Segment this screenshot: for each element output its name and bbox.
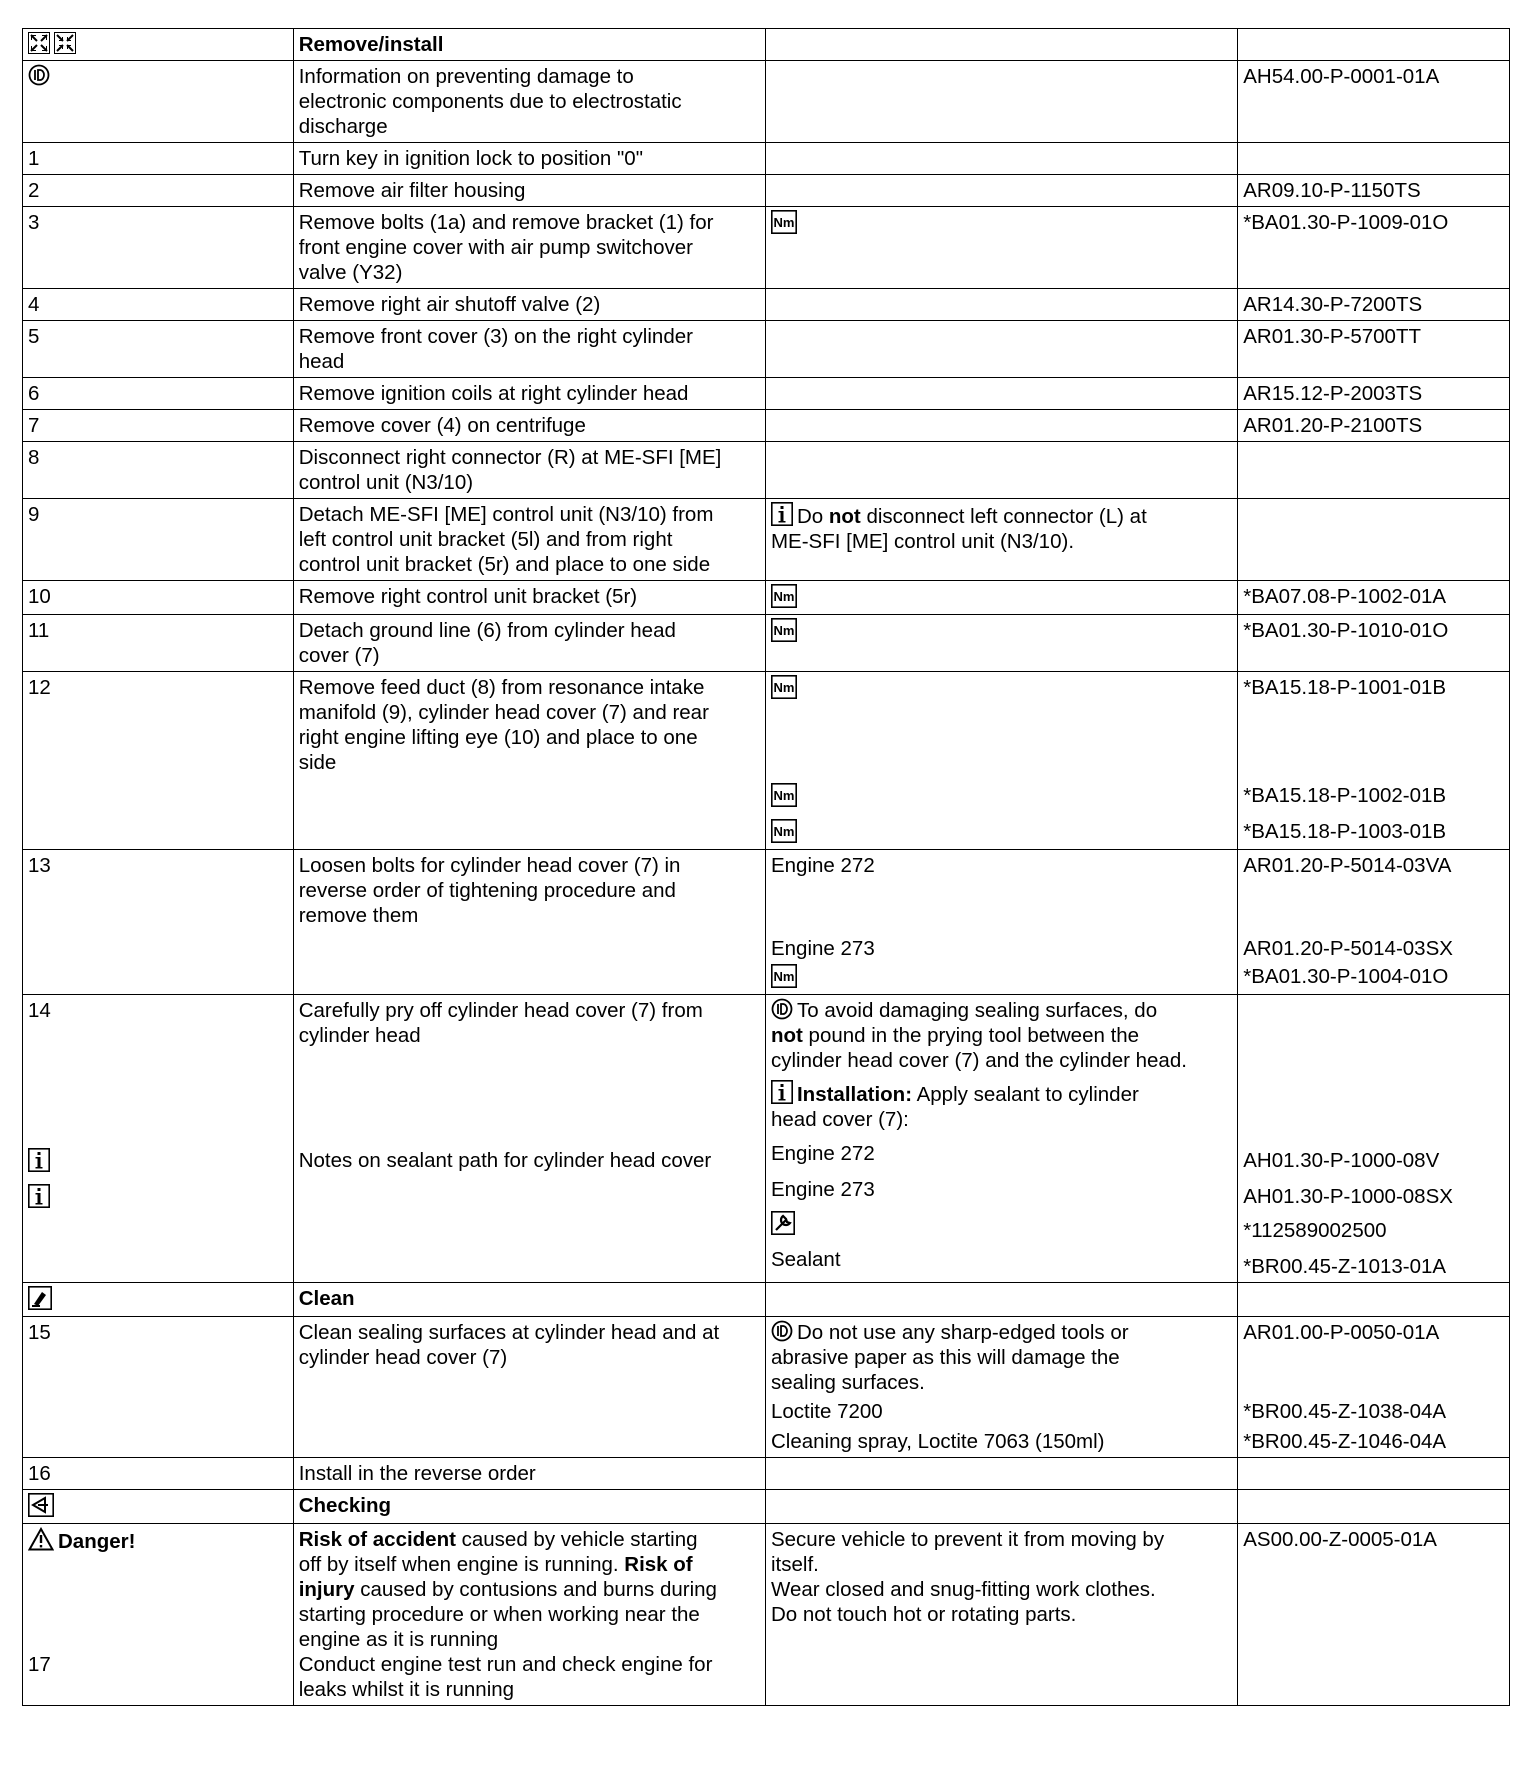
table-row [23,175,1510,207]
danger-label: Danger! [28,1527,288,1652]
step-number: 13 [23,850,294,995]
nm-icon[interactable] [771,783,797,807]
step-text: cylinder head [298,1024,421,1047]
engine-label: Engine 273 [770,1178,875,1201]
step-text: Remove feed duct (8) from resonance intake [298,676,705,699]
table-row [23,29,1510,61]
reference-link[interactable]: *BA01.30-P-1010-01O [1238,615,1510,672]
step-text: Information on preventing damage to [298,65,634,88]
reference-link[interactable]: *BA01.30-P-1009-01O [1238,207,1510,289]
step-text: Remove right control unit bracket (5r) [293,581,765,615]
info-icon[interactable] [771,1080,793,1104]
nm-icon[interactable] [771,618,797,642]
step-number: 1 [23,143,294,175]
engine-label: Engine 272 [770,854,875,877]
expand-icon [28,32,50,54]
reference-link[interactable]: *BA15.18-P-1002-01B [1243,784,1447,807]
step-number: 10 [23,581,294,615]
caution-icon [771,998,793,1020]
nm-icon[interactable] [771,819,797,843]
step-number: 11 [23,615,294,672]
step-text: Detach ME-SFI [ME] control unit (N3/10) from [298,503,714,526]
caution-note: Do not use any sharp-edged tools or [771,1320,1232,1345]
table-row: Danger! 17 Risk of accident caused by vehicle starting off by itself when engine is running. Risk of injury caused by contusions and burns during starting procedure or when working near the engine as it is running Conduct engine test run and check engine for leaks whilst it is running Secure vehicle to prevent it from moving by itself. Wear closed and snug-fitting work clothes. Do not touch hot or rotating parts. AS00.00-Z-0005-01A [23,1524,1510,1706]
step-text: Remove air filter housing [293,175,765,207]
reference-link[interactable]: AH01.30-P-1000-08SX [1243,1185,1453,1208]
installation-note: Installation: Apply sealant to cylinder [771,1080,1232,1107]
reference-link[interactable]: *112589002500 [1243,1219,1387,1242]
step-text: Loosen bolts for cylinder head cover (7) in [298,854,681,877]
table-row [23,410,1510,442]
step-text: Remove ignition coils at right cylinder head [293,378,765,410]
table-row [23,850,1510,995]
material-label: Cleaning spray, Loctite 7063 (150ml) [770,1430,1105,1453]
step-text: Carefully pry off cylinder head cover (7) from [298,999,703,1022]
engine-label: Engine 273 [770,937,875,960]
table-row [23,499,1510,581]
step-number: 8 [23,442,294,499]
step-text: remove them [298,904,419,927]
svg-text:Nm: Nm [773,788,795,803]
svg-text:Nm: Nm [773,215,795,230]
note-text: Do not disconnect left connector (L) at [771,502,1232,529]
table-row: 15 Clean sealing surfaces at cylinder head and at cylinder head cover (7) Do not use any sharp-edged tools or abrasive paper as this will damage the sealing surfaces. Loctite 7200 Cleaning spray, Loctite 7063 (150ml) AR01.00-P-0050-01A *BR00.45-Z-1038-04A *BR00.45-Z-1046-04A [23,1317,1510,1458]
nm-icon[interactable] [771,210,797,234]
step-text: Turn key in ignition lock to position "0" [293,143,765,175]
procedure-table [22,28,1510,1706]
nm-icon[interactable] [771,584,797,608]
step-text: control unit (N3/10) [298,471,474,494]
reference-link[interactable]: *BR00.45-Z-1046-04A [1243,1430,1447,1453]
svg-text:Nm: Nm [773,680,795,695]
step-text: Detach ground line (6) from cylinder head [298,619,676,642]
notes-text: Notes on sealant path for cylinder head cover [298,1149,712,1172]
table-row [23,321,1510,378]
note-text: ME-SFI [ME] control unit (N3/10). [770,530,1075,553]
step-text: head [298,350,345,373]
step-text: cylinder head cover (7) [298,1346,508,1369]
reference-link[interactable]: *BA01.30-P-1004-01O [1243,965,1449,988]
table-row [23,289,1510,321]
info-icon[interactable] [771,502,793,526]
step-number: 6 [23,378,294,410]
reference-link[interactable]: AR01.00-P-0050-01A [1243,1321,1440,1344]
caution-note: To avoid damaging sealing surfaces, do [771,998,1232,1023]
collapse-icon [54,32,76,54]
table-row: 14 Carefully pry off cylinder head cover (7) from cylinder head Notes on sealant path for cylinder head cover To avoid damaging sealing surfaces, do not pound in the prying tool between the cylinder head cover (7) and the cylinder head. Installation: Apply sealant to cylinder head cover (7): Engine 272 Engine 273 Sealant AH01.30-P-1000-08V AH01.30-P-1000-08SX *112589002500 *BR00.45-Z-1013-01A [23,995,1510,1283]
step-text: Install in the reverse order [293,1458,765,1490]
step-text: front engine cover with air pump switchover [298,236,693,259]
reference-link[interactable]: *BR00.45-Z-1038-04A [1243,1400,1447,1423]
table-row [23,1490,1510,1524]
section-title: Checking [293,1490,765,1524]
risk-text: Risk of accident caused by vehicle starting [298,1528,698,1551]
clean-icon [28,1286,52,1310]
table-row [23,581,1510,615]
step-text: Conduct engine test run and check engine for [298,1653,713,1676]
info-icon[interactable] [28,1148,50,1172]
info-icon[interactable] [28,1184,50,1208]
table-row [23,1283,1510,1317]
step-text: Remove front cover (3) on the right cylinder [298,325,693,348]
step-text: Remove right air shutoff valve (2) [293,289,765,321]
safety-measure: itself. [770,1553,819,1576]
safety-measure: Wear closed and snug-fitting work clothes. [770,1578,1156,1601]
reference-link[interactable]: *BR00.45-Z-1013-01A [1243,1255,1447,1278]
step-text: side [298,751,337,774]
engine-label: Engine 272 [770,1142,875,1165]
step-text: Remove cover (4) on centrifuge [293,410,765,442]
material-label: Loctite 7200 [770,1400,883,1423]
step-text: reverse order of tightening procedure and [298,879,676,902]
step-number: 12 [23,672,294,850]
step-number: 15 [23,1317,294,1458]
document [22,28,1510,1706]
caution-icon [28,64,50,86]
step-number: 2 [23,175,294,207]
step-text: cover (7) [298,644,380,667]
table-row [23,442,1510,499]
checking-icon [28,1493,54,1517]
reference-link[interactable]: *BA15.18-P-1001-01B [1243,676,1447,699]
table-row [23,615,1510,672]
table-row [23,672,1510,850]
tool-icon[interactable] [771,1211,795,1235]
step-text: leaks whilst it is running [298,1678,515,1701]
safety-measure: Secure vehicle to prevent it from moving by [770,1528,1165,1551]
reference-link[interactable]: AR01.20-P-5014-03SX [1243,937,1453,960]
reference-link[interactable]: AH01.30-P-1000-08V [1243,1149,1440,1172]
reference-link[interactable]: AR09.10-P-1150TS [1238,175,1510,207]
step-text: Clean sealing surfaces at cylinder head and at [298,1321,720,1344]
nm-icon[interactable] [771,964,797,988]
step-text: discharge [298,115,388,138]
table-row [23,143,1510,175]
reference-link[interactable]: AR15.12-P-2003TS [1238,378,1510,410]
reference-link[interactable]: AR01.30-P-5700TT [1238,321,1510,378]
reference-link[interactable]: *BA15.18-P-1003-01B [1243,820,1447,843]
step-number: 4 [23,289,294,321]
step-text: Remove bolts (1a) and remove bracket (1) for [298,211,714,234]
section-title: Remove/install [293,29,765,61]
reference-link[interactable]: AR14.30-P-7200TS [1238,289,1510,321]
reference-link[interactable]: AR01.20-P-2100TS [1238,410,1510,442]
step-text: control unit bracket (5r) and place to one side [298,553,711,576]
step-text: Disconnect right connector (R) at ME-SFI [ME] [298,446,722,469]
table-row [23,1458,1510,1490]
reference-link[interactable]: AH54.00-P-0001-01A [1238,61,1510,143]
sealant-label: Sealant [770,1248,841,1271]
step-number: 5 [23,321,294,378]
step-number: 14 [28,999,51,1022]
table-row [23,207,1510,289]
safety-measure: Do not touch hot or rotating parts. [770,1603,1077,1626]
step-text: valve (Y32) [298,261,403,284]
svg-text:Nm: Nm [773,589,795,604]
step-number: 7 [23,410,294,442]
section-title: Clean [293,1283,765,1317]
warning-icon [28,1527,54,1551]
reference-link[interactable]: AR01.20-P-5014-03VA [1243,854,1452,877]
reference-link[interactable]: *BA07.08-P-1002-01A [1238,581,1510,615]
caution-icon [771,1320,793,1342]
svg-text:Nm: Nm [773,623,795,638]
step-text: manifold (9), cylinder head cover (7) and rear [298,701,709,724]
step-number: 17 [28,1653,51,1676]
reference-link[interactable]: AS00.00-Z-0005-01A [1238,1524,1510,1706]
step-text: electronic components due to electrostatic [298,90,682,113]
step-number: 3 [23,207,294,289]
step-number: 9 [23,499,294,581]
nm-icon[interactable] [771,675,797,699]
svg-text:Nm: Nm [773,824,795,839]
step-text: left control unit bracket (5l) and from right [298,528,673,551]
table-row [23,61,1510,143]
step-number: 16 [23,1458,294,1490]
svg-text:Nm: Nm [773,969,795,984]
table-row [23,378,1510,410]
step-text: right engine lifting eye (10) and place to one [298,726,698,749]
